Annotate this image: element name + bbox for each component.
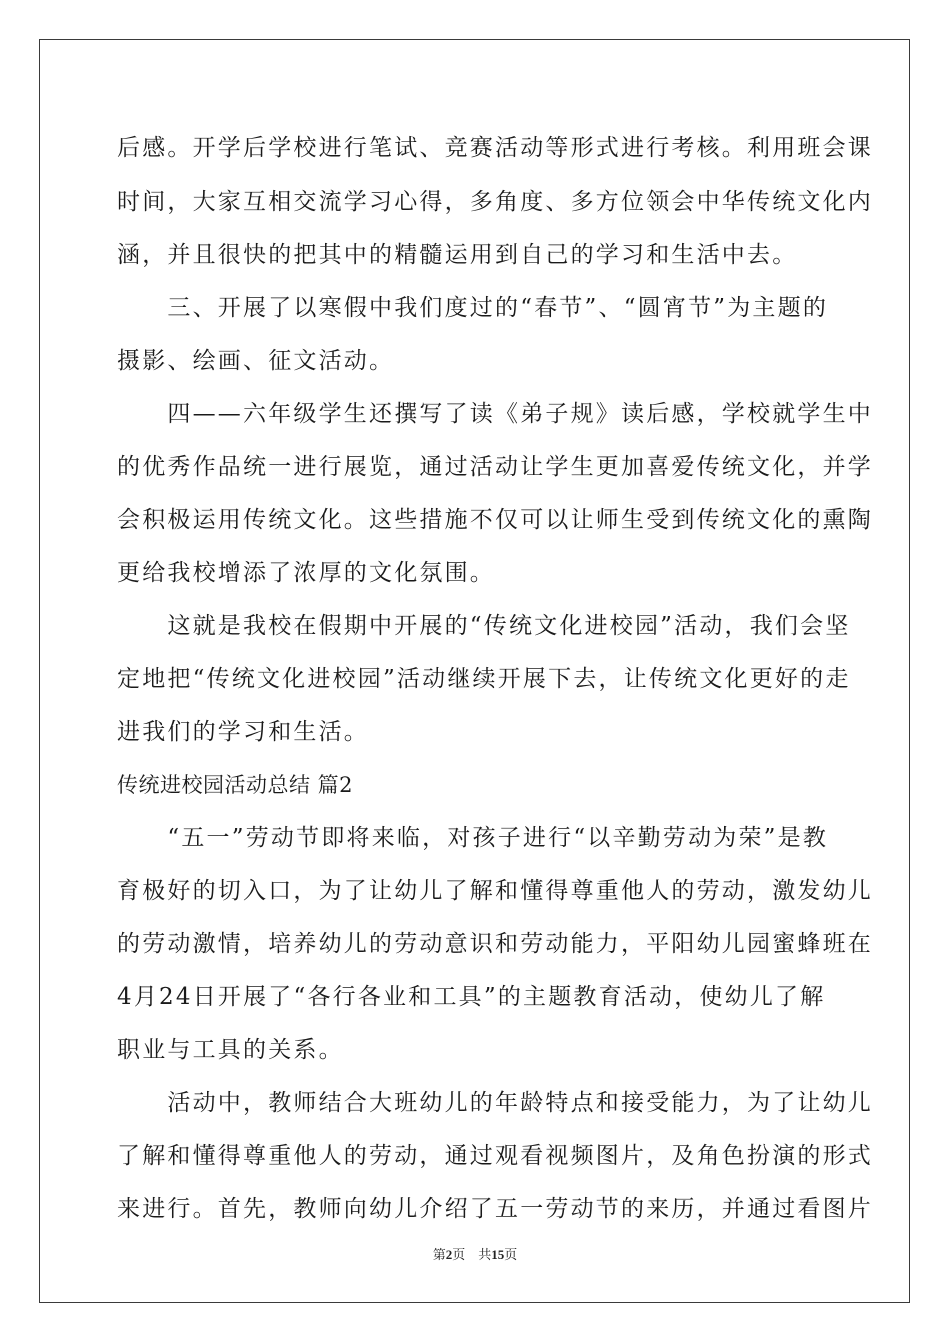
paragraph-line: 涵，并且很快的把其中的精髓运用到自己的学习和生活中去。 bbox=[117, 242, 798, 268]
section-heading: 传统进校园活动总结 篇2 bbox=[117, 773, 354, 797]
paragraph-line: 职业与工具的关系。 bbox=[117, 1037, 344, 1063]
paragraph-line: 摄影、绘画、征文活动。 bbox=[117, 348, 395, 374]
current-page-number: 2 bbox=[445, 1247, 453, 1262]
paragraph-line: 定地把“传统文化进校园”活动继续开展下去，让传统文化更好的走 bbox=[117, 666, 851, 692]
paragraph-line: 四——六年级学生还撰写了读《弟子规》读后感，学校就学生中 bbox=[117, 401, 873, 427]
page-mid: 页 共 bbox=[452, 1247, 492, 1262]
paragraph-line: 更给我校增添了浓厚的文化氛围。 bbox=[117, 560, 495, 586]
paragraph-line: 的优秀作品统一进行展览，通过活动让学生更加喜爱传统文化，并学 bbox=[117, 454, 873, 480]
paragraph-line: 时间，大家互相交流学习心得，多角度、多方位领会中华传统文化内 bbox=[117, 189, 873, 215]
paragraph-line: 了解和懂得尊重他人的劳动，通过观看视频图片，及角色扮演的形式 bbox=[117, 1143, 873, 1169]
paragraph-line: 4月24日开展了“各行各业和工具”的主题教育活动，使幼儿了解 bbox=[117, 984, 826, 1010]
paragraph-line: 会积极运用传统文化。这些措施不仅可以让师生受到传统文化的熏陶 bbox=[117, 507, 873, 533]
paragraph-line: 这就是我校在假期中开展的“传统文化进校园”活动，我们会坚 bbox=[117, 613, 851, 639]
paragraph-line: “五一”劳动节即将来临，对孩子进行“以辛勤劳动为荣”是教 bbox=[117, 825, 829, 851]
total-page-number: 15 bbox=[491, 1247, 505, 1262]
paragraph-line: 三、开展了以寒假中我们度过的“春节”、“圆宵节”为主题的 bbox=[117, 295, 829, 321]
page-suffix: 页 bbox=[504, 1247, 518, 1262]
page-footer bbox=[0, 1244, 950, 1263]
paragraph-line: 活动中，教师结合大班幼儿的年龄特点和接受能力，为了让幼儿 bbox=[117, 1090, 873, 1116]
paragraph-line: 的劳动激情，培养幼儿的劳动意识和劳动能力，平阳幼儿园蜜蜂班在 bbox=[117, 931, 873, 957]
paragraph-line: 后感。开学后学校进行笔试、竞赛活动等形式进行考核。利用班会课 bbox=[117, 135, 873, 161]
paragraph-line: 进我们的学习和生活。 bbox=[117, 719, 369, 745]
paragraph-line: 来进行。首先，教师向幼儿介绍了五一劳动节的来历，并通过看图片 bbox=[117, 1196, 873, 1222]
page-prefix: 第 bbox=[432, 1247, 446, 1262]
paragraph-line: 育极好的切入口，为了让幼儿了解和懂得尊重他人的劳动，激发幼儿 bbox=[117, 878, 873, 904]
